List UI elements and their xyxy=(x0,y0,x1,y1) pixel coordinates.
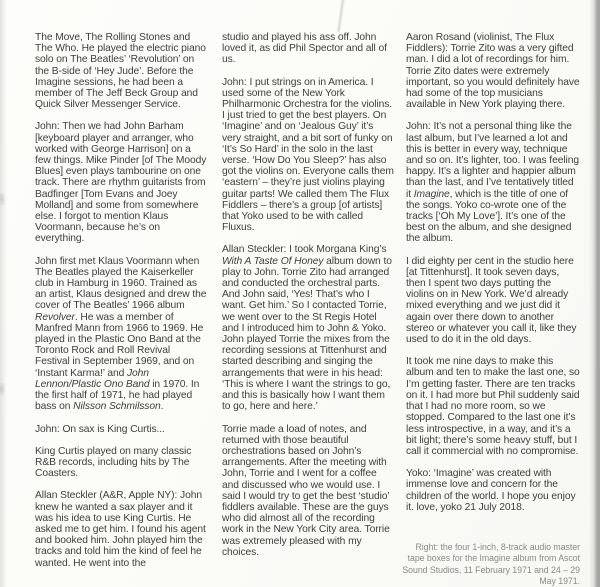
paragraph: It took me nine days to make this album and ten to make the last one, so I’m getting faster. There are ten tracks on it. I had more but Phil suddenly said that I had no more room, so we stopped. Compared to the last one it’s less introspective, in a way, and it’s a bit light; there’s some heavy stuff, but I call it commercial with no compromise. xyxy=(406,356,580,457)
paragraph: Allan Steckler: I took Morgana King’s With A Taste Of Honey album down to play to John. Torrie Zito had arranged and conducted the orchestral parts. And John said, ‘Yes! That’s who I want. Get him.’ So I contacted Torrie, we went over to the St Regis Hotel and I introduced him to John & Yoko. John played Torrie the mixes from the recording sessions at Tittenhurst and started describing and singing the arrangements that were in his head: ‘This is where I want the strings to go, and this is basically how I want them to go, here and here.’ xyxy=(222,244,392,413)
paragraph: John: It’s not a personal thing like the last album, but I’ve learned a lot and this is better in every way, technique and so on. It’s lighter, too. I was feeling happy. It’s a lighter and happier album than the last, and I’ve tentatively titled it Imagine, which is the title of one of the songs. Yoko co-wrote one of the tracks [‘Oh My Love’]. It’s one of the best on the album, and she designed the album. xyxy=(406,121,579,245)
paragraph: John: On sax is King Curtis... xyxy=(35,423,165,435)
paragraph: Yoko: ‘Imagine’ was created with immense love and concern for the children of the world. I hope you enjoy it. love, yoko 21 July 2018. xyxy=(406,468,576,513)
paragraph: The Move, The Rolling Stones and The Who. He played the electric piano solo on The Beatles’ ‘Revolution’ on the B-side of ‘Hey Jude’. Before the Imagine sessions, he had been a member of The Jeff Beck Group and Quick Silver Messenger Service. xyxy=(35,32,206,111)
paragraph: I did eighty per cent in the studio here [at Tittenhurst]. It took seven days, then I spent two days putting the violins on in New York. We’d already mixed everything and we just did it again over there down to another stereo or whatever you call it, like they used to do it in the old days. xyxy=(406,255,577,346)
page-left-edge-shadow xyxy=(0,0,7,587)
paragraph: John: Then we had John Barham [keyboard player and arranger, who worked with George Harrison] on a few things. Mike Pinder [of The Moody Blues] even plays tambourine on one track. There are rhythm guitarists from Badfinger [Tom Evans and Joey Molland] and some from somewhere else. I forgot to mention Klaus Voormann, because he’s on everything. xyxy=(35,121,207,245)
paragraph: Torrie made a load of notes, and returned with those beautiful orchestrations based on John’s arrangements. After the meeting with John, Torrie and I went for a coffee and discussed who we would use. I said I would try to get the best ‘studio’ fiddlers available. These are the guys who did almost all of the recording work in the New York City area. Torrie was extremely pleased with my choices. xyxy=(222,423,390,558)
photo-caption: Right: the four 1-inch, 8-track audio master tape boxes for the Imagine album from Ascot Sound Studios, 11 February 1971 and 24 – 29 May 1971. xyxy=(402,541,580,587)
paragraph: John first met Klaus Voormann when The Beatles played the Kaiserkeller club in Hamburg in 1960. Trained as an artist, Klaus designed and drew the cover of The Beatles’ 1966 album Revolver. He was a member of Manfred Mann from 1966 to 1969. He played in the Plastic Ono Band at the Toronto Rock and Roll Revival Festival in September 1969, and on ‘Instant Karma!’ and John Lennon/Plastic Ono Band in 1970. In the first half of 1971, he had played bass on Nilsson Schmilsson. xyxy=(35,255,207,413)
paragraph: King Curtis played on many classic R&B records, including hits by The Coasters. xyxy=(35,445,192,480)
text-column-3 xyxy=(406,32,580,524)
paragraph: John: I put strings on in America. I used some of the New York Philharmonic Orchestra for the violins. I just tried to get the best players. On ‘Imagine’ and on ‘Jealous Guy’ it’s very straight, and a bit sort of funky on ‘It’s So Hard’ in the solo in the last verse. ‘How Do You Sleep?’ has also got the violins on. Everyone calls them ‘eastern’ – they’re just violins playing guitar parts! We called them The Flux Fiddlers – there’s a group [of artists] that Yoko used to be with called Fluxus. xyxy=(222,76,394,234)
paragraph: studio and played his ass off. John loved it, as did Phil Spector and all of us. xyxy=(222,32,387,66)
paragraph: Aaron Rosand (violinist, The Flux Fiddlers): Torrie Zito was a very gifted man. I did a lot of recordings for him. Torrie Zito dates were extremely important, so you would definitely have had some of the top musicians available in New York playing there. xyxy=(406,32,580,111)
text-column-1 xyxy=(35,32,207,580)
text-column-2 xyxy=(222,32,394,569)
page-crease-mark xyxy=(338,0,344,32)
paragraph: Allan Steckler (A&R, Apple NY): John knew he wanted a sax player and it was his idea to use King Curtis. He asked me to get him. I found his agent and booked him. John played him the tracks and told him the kind of feel he wanted. He went into the xyxy=(35,490,206,569)
page-right-edge-shadow xyxy=(589,0,600,587)
